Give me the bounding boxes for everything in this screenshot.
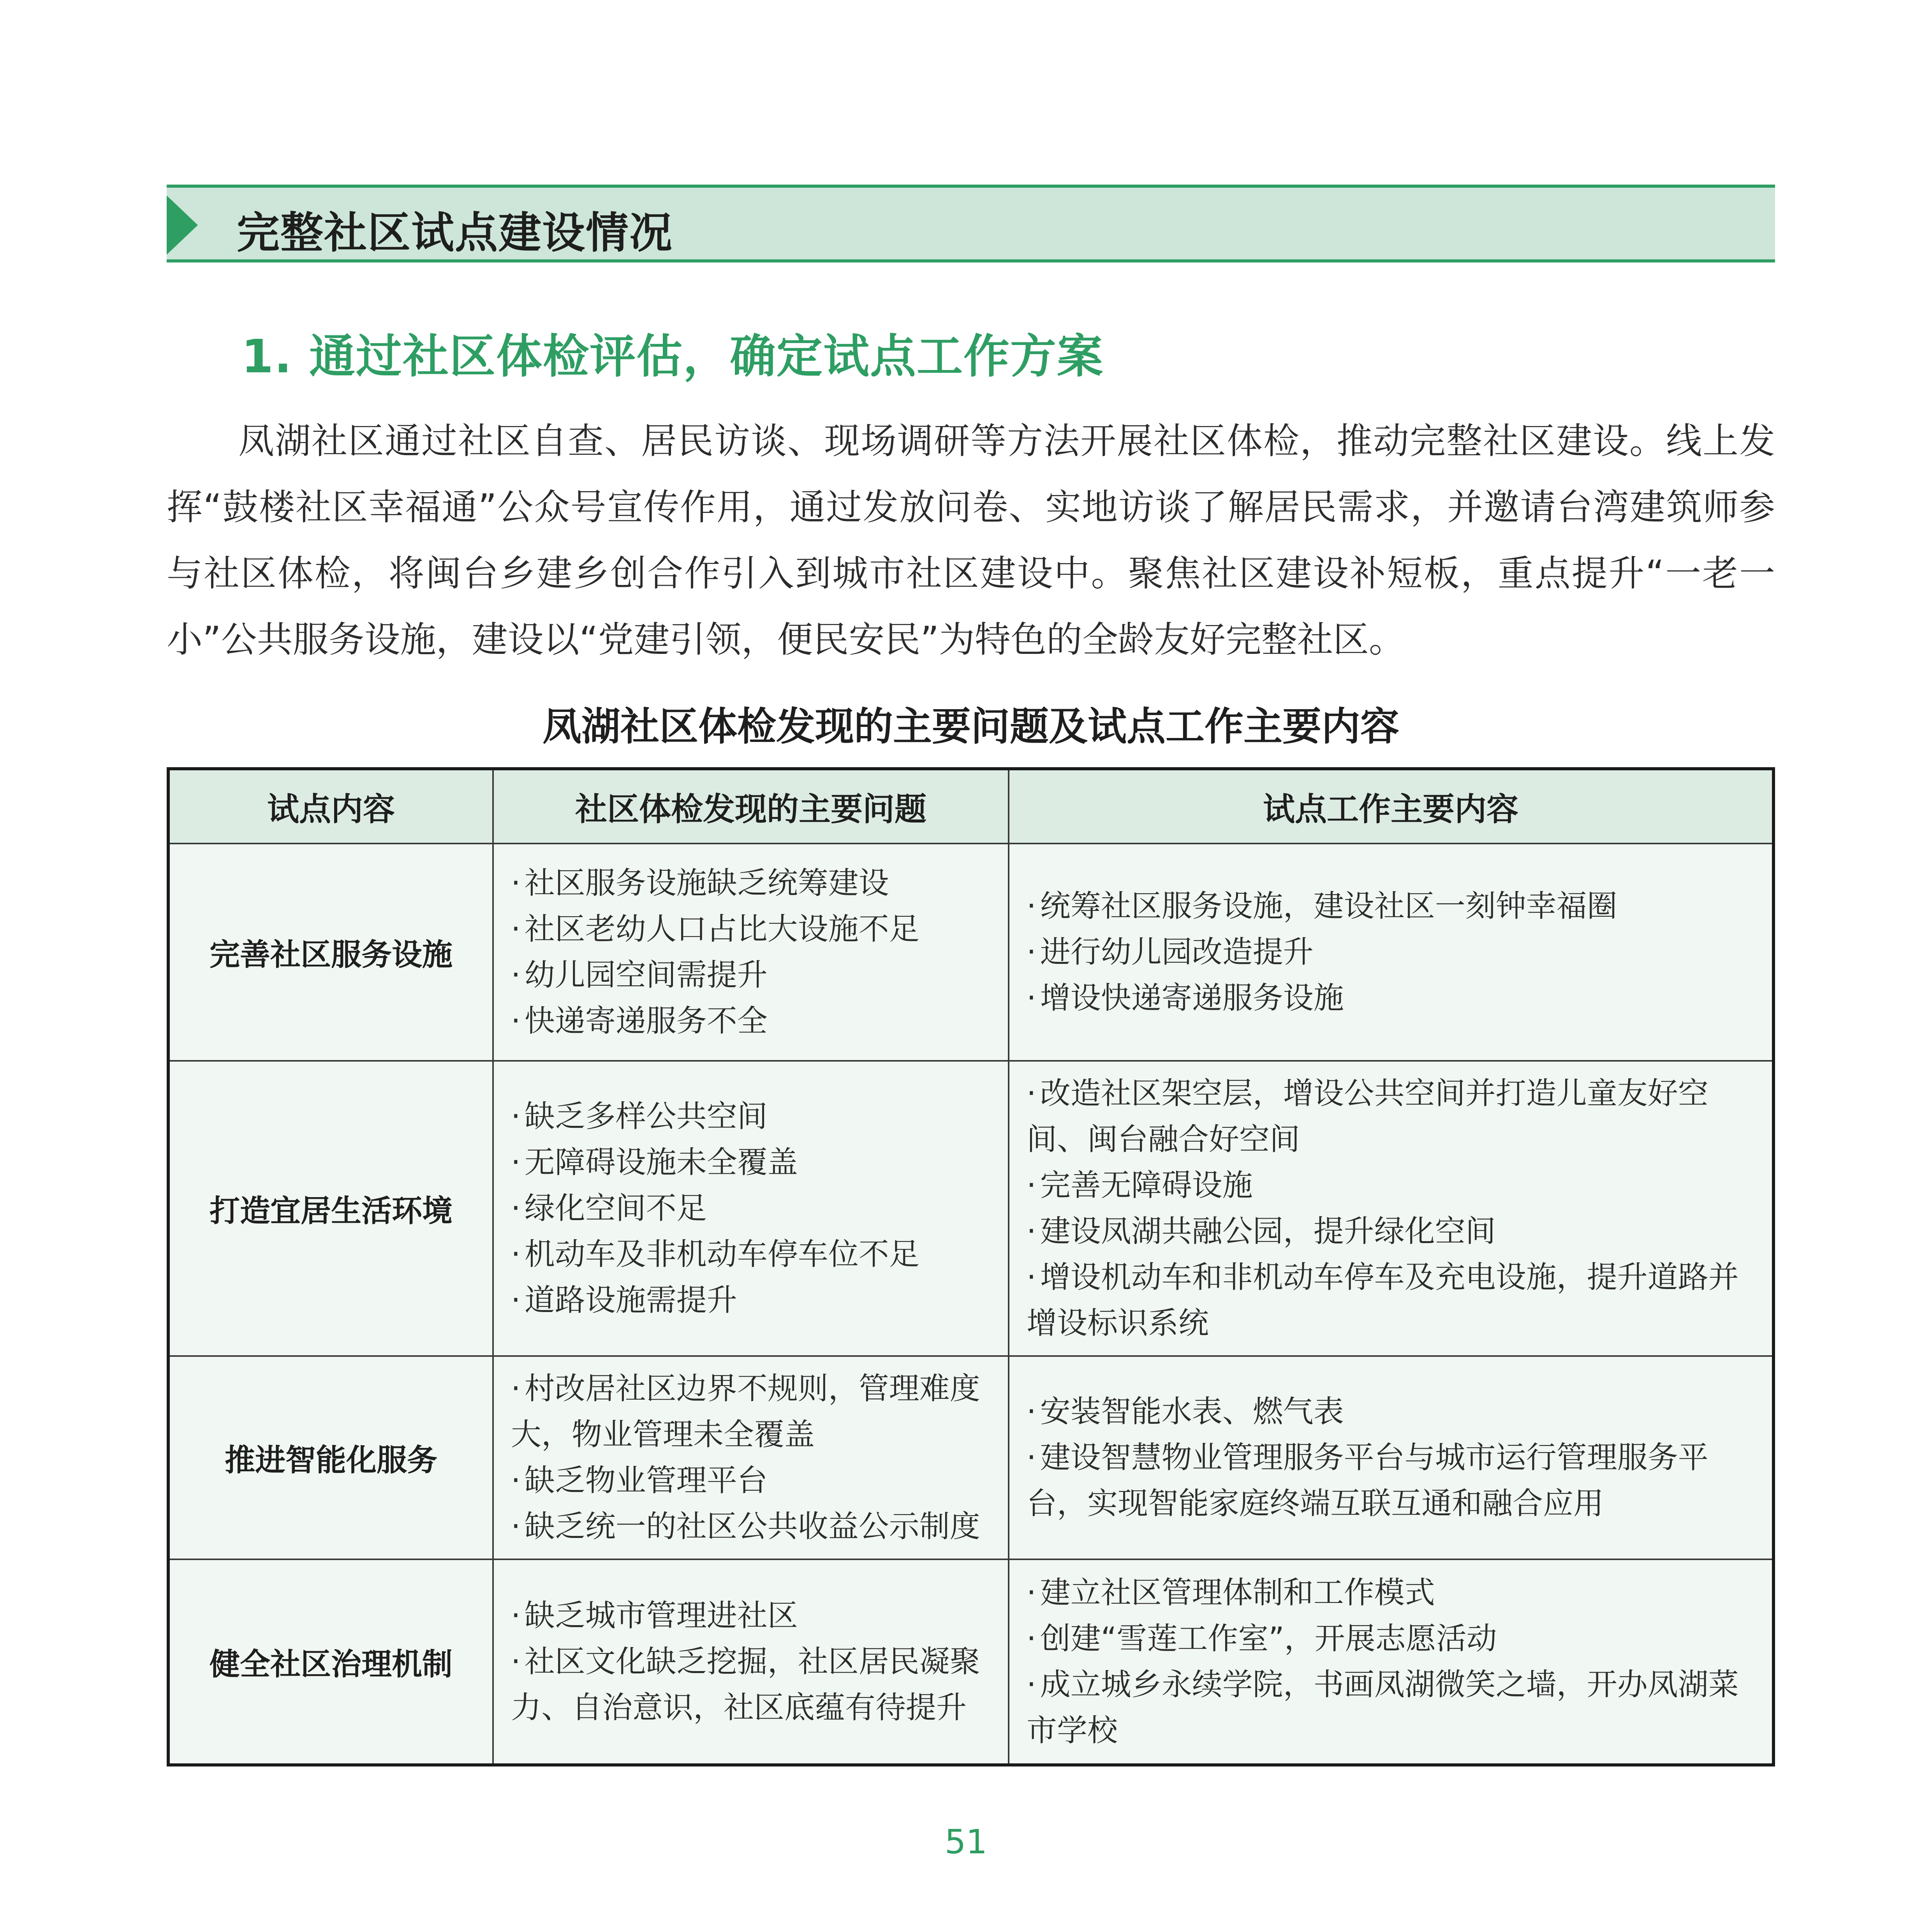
row-label: 打造宜居生活环境 <box>209 1194 453 1229</box>
body-paragraph: 凤湖社区通过社区自查、居民访谈、现场调研等方法开展社区体检，推动完整社区建设。线上发挥“鼓楼社区幸福通”公众号宣传作用，通过发放问卷、实地访谈了解居民需求，并邀请台湾建筑师参与社区体检，将闽台乡建乡创合作引入到城市社区建设中。聚焦社区建设补短板，重点提升“一老一小”公共服务设施，建设以“党建引领，便民安民”为特色的全龄友好完整社区。 <box>167 420 1775 660</box>
problem-item: · 道路设施需提升 <box>511 1277 992 1323</box>
work-cell <box>1009 1357 1772 1559</box>
row-label-cell <box>170 1062 494 1355</box>
problem-item: · 社区文化缺乏挖掘，社区居民凝聚力、自治意识，社区底蕴有待提升 <box>511 1639 992 1731</box>
table-row <box>170 1062 1772 1357</box>
work-item: · 创建“雪莲工作室”，开展志愿活动 <box>1027 1616 1755 1662</box>
problem-item: · 社区服务设施缺乏统筹建设 <box>511 860 992 906</box>
row-label-cell <box>170 844 494 1060</box>
subheading: 1. 通过社区体检评估，确定试点工作方案 <box>241 329 1104 383</box>
header-main-work: 试点工作主要内容 <box>1263 791 1518 828</box>
problems-cell <box>494 844 1009 1060</box>
section-title: 完整社区试点建设情况 <box>237 208 673 258</box>
work-item: · 安装智能水表、燃气表 <box>1027 1389 1755 1435</box>
section-arrow-icon <box>167 195 198 255</box>
problem-item: · 村改居社区边界不规则，管理难度大，物业管理未全覆盖 <box>511 1366 992 1458</box>
header-main-problems: 社区体检发现的主要问题 <box>575 791 926 828</box>
pilot-table <box>167 767 1775 1766</box>
row-label-cell <box>170 1357 494 1559</box>
problem-item: · 快递寄递服务不全 <box>511 998 992 1044</box>
problem-item: · 社区老幼人口占比大设施不足 <box>511 906 992 952</box>
row-label: 推进智能化服务 <box>224 1443 437 1478</box>
table-caption: 凤湖社区体检发现的主要问题及试点工作主要内容 <box>542 704 1399 749</box>
work-item: · 建设智慧物业管理服务平台与城市运行管理服务平台，实现智能家庭终端互联互通和融合应用 <box>1027 1435 1755 1527</box>
row-label-cell <box>170 1560 494 1763</box>
header-pilot-content: 试点内容 <box>267 791 395 828</box>
problem-item: · 绿化空间不足 <box>511 1185 992 1231</box>
row-label: 完善社区服务设施 <box>209 937 453 972</box>
problem-item: · 机动车及非机动车停车位不足 <box>511 1231 992 1277</box>
problem-item: · 缺乏统一的社区公共收益公示制度 <box>511 1504 992 1550</box>
work-item: · 增设快递寄递服务设施 <box>1027 975 1755 1021</box>
problem-item: · 缺乏多样公共空间 <box>511 1094 992 1139</box>
work-cell <box>1009 844 1772 1060</box>
work-item: · 建立社区管理体制和工作模式 <box>1027 1570 1755 1616</box>
table-row <box>170 844 1772 1062</box>
work-item: · 建设凤湖共融公园，提升绿化空间 <box>1027 1208 1755 1254</box>
work-item: · 成立城乡永续学院，书画凤湖微笑之墙，开办凤湖菜市学校 <box>1027 1662 1755 1754</box>
table-header-row <box>170 770 1772 844</box>
table-header-cell <box>494 770 1009 843</box>
work-cell <box>1009 1560 1772 1763</box>
table-row <box>170 1357 1772 1560</box>
problems-cell <box>494 1062 1009 1355</box>
work-item: · 改造社区架空层，增设公共空间并打造儿童友好空间、闽台融合好空间 <box>1027 1071 1755 1162</box>
problem-item: · 幼儿园空间需提升 <box>511 952 992 998</box>
table-row <box>170 1560 1772 1763</box>
problems-cell <box>494 1560 1009 1763</box>
table-header-cell <box>170 770 494 843</box>
section-banner <box>167 185 1775 262</box>
problem-item: · 缺乏城市管理进社区 <box>511 1593 992 1639</box>
work-item: · 进行幼儿园改造提升 <box>1027 929 1755 975</box>
work-cell <box>1009 1062 1772 1355</box>
row-label: 健全社区治理机制 <box>209 1647 453 1682</box>
problem-item: · 无障碍设施未全覆盖 <box>511 1139 992 1185</box>
work-item: · 增设机动车和非机动车停车及充电设施，提升道路并增设标识系统 <box>1027 1254 1755 1346</box>
work-item: · 统筹社区服务设施，建设社区一刻钟幸福圈 <box>1027 883 1755 929</box>
table-header-cell <box>1009 770 1772 843</box>
problem-item: · 缺乏物业管理平台 <box>511 1458 992 1504</box>
work-item: · 完善无障碍设施 <box>1027 1162 1755 1208</box>
problems-cell <box>494 1357 1009 1559</box>
page-number: 51 <box>944 1823 988 1862</box>
